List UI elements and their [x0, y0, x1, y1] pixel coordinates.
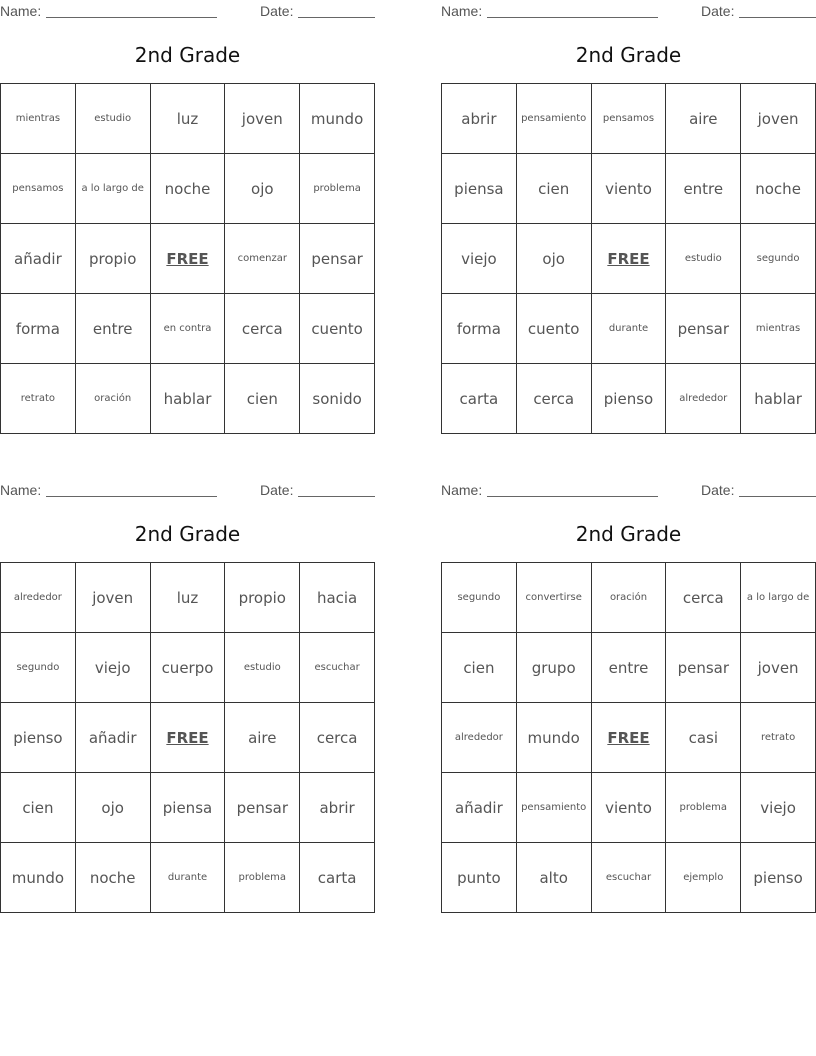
bingo-cell: escuchar	[591, 843, 666, 913]
date-label: Date:	[260, 3, 294, 19]
bingo-row	[442, 294, 816, 364]
bingo-row	[442, 154, 816, 224]
bingo-cell: problema	[666, 773, 741, 843]
bingo-cell: viejo	[741, 773, 816, 843]
bingo-cell: pienso	[591, 364, 666, 434]
bingo-cell: mundo	[300, 84, 375, 154]
bingo-row	[1, 843, 375, 913]
bingo-cell: añadir	[75, 703, 150, 773]
date-blank-line	[298, 496, 375, 497]
bingo-cell: pensar	[666, 633, 741, 703]
bingo-grid	[441, 83, 816, 434]
bingo-cell: mientras	[741, 294, 816, 364]
bingo-cell: mundo	[1, 843, 76, 913]
bingo-cell: cien	[516, 154, 591, 224]
bingo-row	[442, 84, 816, 154]
bingo-cell: pienso	[1, 703, 76, 773]
bingo-cell: pensamiento	[516, 773, 591, 843]
bingo-cell: pensamos	[591, 84, 666, 154]
bingo-row	[442, 843, 816, 913]
date-blank-line	[739, 496, 816, 497]
bingo-cell: retrato	[741, 703, 816, 773]
name-blank-line	[46, 17, 217, 18]
bingo-cell: añadir	[442, 773, 517, 843]
bingo-cell: segundo	[442, 563, 517, 633]
card-title: 2nd Grade	[134, 43, 241, 67]
date-blank-line	[298, 17, 375, 18]
bingo-row	[442, 703, 816, 773]
name-date-header	[0, 3, 375, 19]
card-title: 2nd Grade	[575, 522, 682, 546]
bingo-cell: problema	[225, 843, 300, 913]
bingo-cell: pensar	[225, 773, 300, 843]
bingo-cell: piensa	[442, 154, 517, 224]
bingo-cell: alrededor	[442, 703, 517, 773]
bingo-cell: noche	[741, 154, 816, 224]
bingo-cell: cerca	[225, 294, 300, 364]
free-space-cell: FREE	[150, 224, 225, 294]
bingo-row	[1, 294, 375, 364]
card-title: 2nd Grade	[575, 43, 682, 67]
name-date-header	[0, 482, 375, 498]
bingo-card	[441, 479, 816, 914]
bingo-cell: pienso	[741, 843, 816, 913]
bingo-cell: cuento	[300, 294, 375, 364]
bingo-row	[1, 563, 375, 633]
bingo-cell: alrededor	[1, 563, 76, 633]
bingo-cell: propio	[75, 224, 150, 294]
bingo-cell: abrir	[442, 84, 517, 154]
bingo-cell: ojo	[75, 773, 150, 843]
bingo-row	[1, 703, 375, 773]
name-label: Name:	[0, 3, 42, 19]
bingo-cell: punto	[442, 843, 517, 913]
card-title: 2nd Grade	[134, 522, 241, 546]
bingo-cell: grupo	[516, 633, 591, 703]
bingo-cell: cerca	[516, 364, 591, 434]
name-blank-line	[487, 496, 658, 497]
free-space-cell: FREE	[591, 703, 666, 773]
bingo-cell: entre	[591, 633, 666, 703]
bingo-card	[0, 479, 375, 914]
bingo-cell: segundo	[741, 224, 816, 294]
bingo-cell: pensamos	[1, 154, 76, 224]
bingo-cell: segundo	[1, 633, 76, 703]
bingo-cell: estudio	[666, 224, 741, 294]
bingo-cell: oración	[75, 364, 150, 434]
bingo-cell: cerca	[300, 703, 375, 773]
bingo-cell: hablar	[741, 364, 816, 434]
name-label: Name:	[441, 482, 483, 498]
bingo-row	[1, 364, 375, 434]
bingo-cell: cien	[1, 773, 76, 843]
bingo-cell: joven	[75, 563, 150, 633]
bingo-cell: mundo	[516, 703, 591, 773]
bingo-cell: ojo	[225, 154, 300, 224]
bingo-cell: viejo	[442, 224, 517, 294]
bingo-row	[442, 633, 816, 703]
bingo-cell: pensar	[300, 224, 375, 294]
bingo-cell: entre	[75, 294, 150, 364]
bingo-grid	[0, 562, 375, 913]
bingo-row	[1, 224, 375, 294]
bingo-cell: durante	[591, 294, 666, 364]
bingo-cell: entre	[666, 154, 741, 224]
name-date-header	[441, 482, 816, 498]
bingo-cell: retrato	[1, 364, 76, 434]
bingo-row	[1, 633, 375, 703]
bingo-grid	[0, 83, 375, 434]
bingo-cell: aire	[666, 84, 741, 154]
date-label: Date:	[701, 482, 735, 498]
bingo-cell: ojo	[516, 224, 591, 294]
free-space-cell: FREE	[150, 703, 225, 773]
bingo-cell: pensar	[666, 294, 741, 364]
bingo-row	[442, 224, 816, 294]
bingo-cell: cien	[442, 633, 517, 703]
bingo-cell: durante	[150, 843, 225, 913]
bingo-cell: viento	[591, 154, 666, 224]
bingo-cell: forma	[442, 294, 517, 364]
name-date-header	[441, 3, 816, 19]
bingo-cell: aire	[225, 703, 300, 773]
bingo-cell: alrededor	[666, 364, 741, 434]
bingo-cell: luz	[150, 84, 225, 154]
bingo-card	[441, 0, 816, 435]
date-label: Date:	[701, 3, 735, 19]
bingo-cell: luz	[150, 563, 225, 633]
bingo-cell: en contra	[150, 294, 225, 364]
bingo-cell: a lo largo de	[75, 154, 150, 224]
bingo-cell: piensa	[150, 773, 225, 843]
bingo-cell: cien	[225, 364, 300, 434]
bingo-cell: comenzar	[225, 224, 300, 294]
bingo-cell: viejo	[75, 633, 150, 703]
bingo-cell: estudio	[75, 84, 150, 154]
bingo-row	[442, 364, 816, 434]
bingo-cell: viento	[591, 773, 666, 843]
bingo-cell: alto	[516, 843, 591, 913]
bingo-row	[442, 773, 816, 843]
bingo-cell: abrir	[300, 773, 375, 843]
bingo-cell: casi	[666, 703, 741, 773]
date-blank-line	[739, 17, 816, 18]
bingo-cell: joven	[741, 633, 816, 703]
bingo-cell: cerca	[666, 563, 741, 633]
bingo-cell: cuerpo	[150, 633, 225, 703]
free-space-cell: FREE	[591, 224, 666, 294]
bingo-cell: mientras	[1, 84, 76, 154]
bingo-cell: noche	[150, 154, 225, 224]
bingo-cell: añadir	[1, 224, 76, 294]
bingo-cell: joven	[225, 84, 300, 154]
bingo-cell: a lo largo de	[741, 563, 816, 633]
bingo-cell: oración	[591, 563, 666, 633]
name-label: Name:	[0, 482, 42, 498]
bingo-cell: forma	[1, 294, 76, 364]
bingo-cell: pensamiento	[516, 84, 591, 154]
bingo-card	[0, 0, 375, 435]
bingo-cell: escuchar	[300, 633, 375, 703]
bingo-grid	[441, 562, 816, 913]
name-label: Name:	[441, 3, 483, 19]
date-label: Date:	[260, 482, 294, 498]
bingo-cell: ejemplo	[666, 843, 741, 913]
bingo-cell: joven	[741, 84, 816, 154]
bingo-cell: problema	[300, 154, 375, 224]
bingo-cell: carta	[300, 843, 375, 913]
bingo-cell: carta	[442, 364, 517, 434]
bingo-row	[1, 773, 375, 843]
name-blank-line	[46, 496, 217, 497]
bingo-cell: sonido	[300, 364, 375, 434]
bingo-cell: noche	[75, 843, 150, 913]
bingo-cell: propio	[225, 563, 300, 633]
bingo-cell: hablar	[150, 364, 225, 434]
bingo-row	[1, 154, 375, 224]
bingo-row	[1, 84, 375, 154]
bingo-cell: convertirse	[516, 563, 591, 633]
bingo-cell: hacia	[300, 563, 375, 633]
bingo-row	[442, 563, 816, 633]
bingo-cell: cuento	[516, 294, 591, 364]
bingo-cell: estudio	[225, 633, 300, 703]
name-blank-line	[487, 17, 658, 18]
